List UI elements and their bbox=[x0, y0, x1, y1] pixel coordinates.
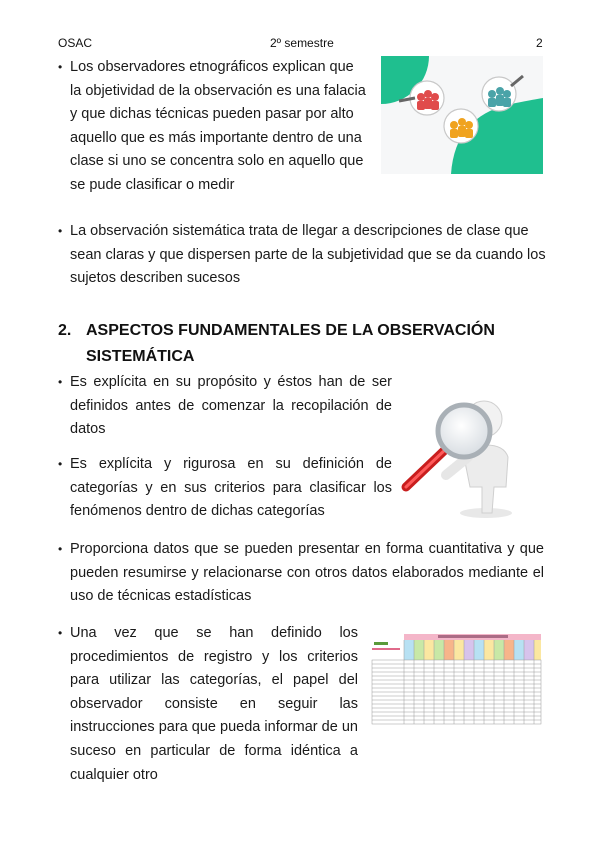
header-left: OSAC bbox=[58, 36, 93, 50]
bullet-dot: • bbox=[58, 375, 63, 389]
bullet-text: Una vez que se han definido los procedimientos de registro y los criterios para utilizar las categorías, el papel del observador consiste en seguir las instrucciones para que pueda informar de un suceso en particular de forma idéntica a cualquier otro bbox=[70, 625, 358, 783]
observation-table-graphic bbox=[368, 632, 543, 726]
bullet-text: Es explícita en su propósito y éstos han de ser definidos antes de comenzar la recopilación de datos bbox=[70, 374, 392, 438]
people-magnifier-illustration bbox=[381, 56, 543, 174]
figure-magnifier-illustration bbox=[398, 395, 528, 520]
bullet-text: La observación sistemática trata de llegar a descripciones de clase que sean claras y que dispersen parte de la subjetividad que se da cuando los sujetos describen sucesos bbox=[70, 223, 546, 287]
section-number: 2. bbox=[58, 322, 72, 339]
bullet-text: Los observadores etnográficos explican que la objetividad de la observación es una falacia y que dichas técnicas pueden pasar por alto aquello que es más importante dentro de una clase si uno se concentra solo en aquello que se pude clasificar o medir bbox=[70, 59, 366, 193]
page-number: 2 bbox=[536, 36, 543, 50]
people-magnifier-graphic bbox=[381, 56, 543, 174]
figure-magnifier-graphic bbox=[398, 395, 528, 520]
bullet-dot: • bbox=[58, 626, 63, 640]
bullet-dot: • bbox=[58, 60, 63, 74]
bullet-dot: • bbox=[58, 457, 63, 471]
bullet-text: Proporciona datos que se pueden presentar en forma cuantitativa y que pueden resumirse y relacionarse con otros datos elaborados mediante el uso de técnicas estadísticas bbox=[70, 541, 544, 605]
section-title: ASPECTOS FUNDAMENTALES DE LA OBSERVACIÓN SISTEMÁTICA bbox=[86, 322, 495, 365]
observation-table-image bbox=[368, 632, 543, 726]
bullet-dot: • bbox=[58, 224, 63, 238]
bullet-text: Es explícita y rigurosa en su definición de categorías y en sus criterios para clasificar los fenómenos dentro de dichas categorías bbox=[70, 456, 392, 520]
bullet-dot: • bbox=[58, 542, 63, 556]
header-center: 2º semestre bbox=[270, 36, 334, 50]
